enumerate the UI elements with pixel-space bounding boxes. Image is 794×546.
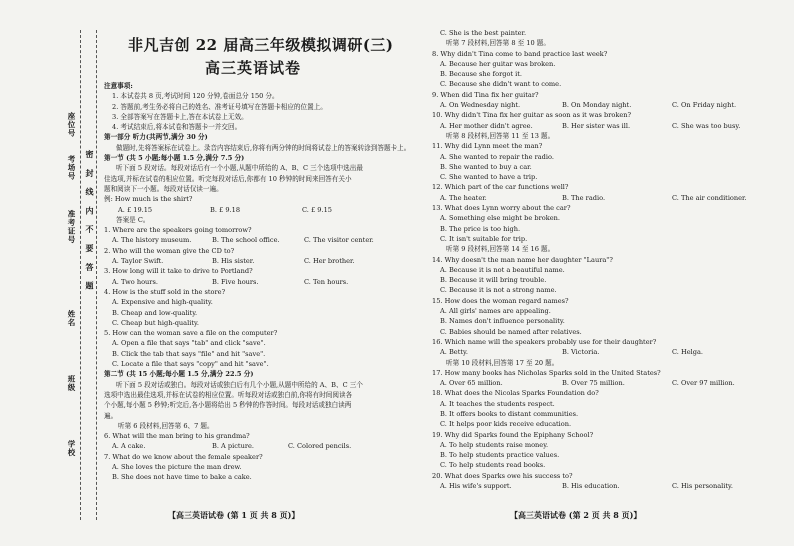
option: A. To help students raise money. bbox=[440, 440, 549, 449]
question: 10. Why didn't Tina fix her guitar as soon as it was broken? bbox=[432, 111, 631, 120]
option: B. The price is too high. bbox=[440, 224, 521, 233]
option: A. Taylor Swift. bbox=[112, 257, 164, 266]
option: A. The history museum. bbox=[112, 236, 192, 245]
option: A. Over 65 million. bbox=[440, 379, 503, 388]
question: 1. Where are the speakers going tomorrow? bbox=[104, 226, 252, 235]
section2-intro: 个小题,每小题 5 秒钟;听完后,各小题将给出 5 秒钟的作答时间。每段对话或独白读两 bbox=[104, 401, 352, 410]
option: B. To help students practice values. bbox=[440, 451, 560, 460]
option: A. Because it is not a beautiful name. bbox=[440, 265, 565, 274]
notice-item: 1. 本试卷共 8 页,考试时间 120 分钟,卷面总分 150 分。 bbox=[112, 92, 279, 101]
binding-sidebar bbox=[0, 0, 100, 546]
question: 18. What does the Nicolas Sparks Foundation do? bbox=[432, 389, 599, 398]
option: B. Because it will bring trouble. bbox=[440, 276, 547, 285]
option: A. All girls' names are appealing. bbox=[440, 307, 551, 316]
group-instruction: 听第 7 段材料,回答第 8 至 10 题。 bbox=[446, 39, 550, 48]
question: 5. How can the woman save a file on the computer? bbox=[104, 329, 278, 338]
option: B. The school office. bbox=[212, 236, 280, 245]
question: 20. What does Sparks owe his success to? bbox=[432, 471, 573, 480]
option: A. Open a file that says "tab" and click "save". bbox=[112, 339, 266, 348]
option: A. She wanted to repair the radio. bbox=[440, 152, 554, 161]
question-options bbox=[432, 481, 782, 491]
question: 2. Who will the woman give the CD to? bbox=[104, 246, 235, 255]
option: B. On Monday night. bbox=[562, 101, 632, 110]
question: 16. Which name will the speakers probably use for their daughter? bbox=[432, 337, 657, 346]
section2-intro: 遍。 bbox=[104, 411, 118, 420]
section2-heading: 第二节 (共 15 小题;每小题 1.5 分,满分 22.5 分) bbox=[104, 370, 254, 379]
option: B. The radio. bbox=[562, 193, 606, 202]
option: A. Something else might be broken. bbox=[440, 214, 560, 223]
option: B. Cheap and low-quality. bbox=[112, 308, 198, 317]
notice-item: 2. 答题前,考生务必将自己的姓名、准考证号填写在答题卡相应的位置上。 bbox=[112, 102, 327, 111]
section2-intro: 听下面 5 段对话或独白。每段对话或独白后有几个小题,从题中所给的 A、B、C 三个 bbox=[116, 380, 363, 389]
sidebar-field-ticket: 准考证号 bbox=[67, 210, 76, 244]
example-question: 例: How much is the shirt? bbox=[104, 195, 193, 204]
option: B. His education. bbox=[562, 482, 620, 491]
option: B. Five hours. bbox=[212, 277, 259, 286]
option: B. Victoria. bbox=[562, 348, 600, 357]
section1-heading: 第一节 (共 5 小题;每小题 1.5 分,满分 7.5 分) bbox=[104, 154, 245, 163]
option: B. Click the tab that says "file" and hit "save". bbox=[112, 349, 266, 358]
question: 14. Why doesn't the man name her daughter "Laura"? bbox=[432, 255, 613, 264]
question: 7. What do we know about the female speaker? bbox=[104, 452, 263, 461]
question-options bbox=[104, 441, 420, 451]
option: C. Ten hours. bbox=[304, 277, 349, 286]
option: B. It offers books to distant communities. bbox=[440, 409, 579, 418]
question-options bbox=[104, 235, 420, 245]
group-instruction: 听第 8 段材料,回答第 11 至 13 题。 bbox=[446, 131, 555, 140]
question: 6. What will the man bring to his grandma? bbox=[104, 432, 250, 441]
notice-item: 4. 考试结束后,将本试卷和答题卡一并交回。 bbox=[112, 123, 242, 132]
right-column bbox=[432, 28, 782, 491]
option: C. Her brother. bbox=[304, 257, 355, 266]
question: 13. What does Lynn worry about the car? bbox=[432, 204, 571, 213]
group-instruction: 听第 9 段材料,回答第 14 至 16 题。 bbox=[446, 245, 555, 254]
question-options bbox=[432, 193, 782, 203]
question: 4. How is the stuff sold in the store? bbox=[104, 287, 226, 296]
option: A. On Wednesday night. bbox=[440, 101, 521, 110]
option: C. Babies should be named after relatives. bbox=[440, 327, 582, 336]
sidebar-field-name: 姓名 bbox=[67, 310, 76, 327]
option: B. She wanted to buy a car. bbox=[440, 162, 532, 171]
option: B. She does not have time to bake a cake. bbox=[112, 473, 252, 482]
option: A. She loves the picture the man drew. bbox=[112, 462, 242, 471]
fill-line bbox=[80, 30, 81, 520]
option: C. To help students read books. bbox=[440, 461, 546, 470]
question-options bbox=[432, 347, 782, 357]
sidebar-field-room: 考场号 bbox=[67, 155, 76, 181]
section1-intro: 听下面 5 段对话。每段对话后有一个小题,从题中所给的 A、B、C 三个选项中选出最 bbox=[116, 164, 363, 173]
section1-intro: 题和阅读下一小题。每段对话仅读一遍。 bbox=[104, 184, 223, 193]
section2-intro: 选项中选出最佳选项,并标在试卷的相应位置。听每段对话或独白前,你将有时间阅读各 bbox=[104, 390, 353, 399]
option: B. Names don't influence personality. bbox=[440, 317, 565, 326]
question: 17. How many books has Nicholas Sparks sold in the United States? bbox=[432, 368, 661, 377]
option: A. Because her guitar was broken. bbox=[440, 59, 556, 68]
notice-item: 3. 全部答案写在答题卡上,答在本试卷上无效。 bbox=[112, 112, 248, 121]
option: B. Her sister was ill. bbox=[562, 121, 631, 130]
option: C. Cheap but high-quality. bbox=[112, 318, 199, 327]
seal-line-text: 密 封 线 内 不 要 答 题 bbox=[85, 150, 94, 294]
option: C. She is the best painter. bbox=[440, 29, 527, 37]
part1-heading: 第一部分 听力(共两节,满分 30 分) bbox=[104, 133, 208, 142]
option: B. Because she forgot it. bbox=[440, 70, 523, 79]
group-instruction: 听第 10 段材料,回答第 17 至 20 题。 bbox=[446, 358, 559, 367]
part1-intro: 做题时,先将答案标在试卷上。录音内容结束后,你将有两分钟的时间将试卷上的答案转涂到答题卡上。 bbox=[116, 143, 411, 152]
question: 8. Why didn't Tina come to band practice last week? bbox=[432, 49, 608, 58]
option: B. A picture. bbox=[212, 442, 254, 451]
option: C. The air conditioner. bbox=[672, 193, 747, 202]
option: B. £ 9.18 bbox=[210, 205, 241, 214]
sidebar-field-seat: 座位号 bbox=[67, 112, 76, 138]
option: C. She wanted to have a trip. bbox=[440, 173, 538, 182]
option: B. His sister. bbox=[212, 257, 255, 266]
option: C. It helps poor kids receive education. bbox=[440, 420, 572, 429]
section1-intro: 佳选项,并标在试卷的相应位置。听完每段对话后,你都有 10 秒钟的时间来回答有关小 bbox=[104, 174, 352, 183]
option: C. His personality. bbox=[672, 482, 733, 491]
question-options bbox=[104, 256, 420, 266]
option: C. Helga. bbox=[672, 348, 704, 357]
option: C. Because it is not a strong name. bbox=[440, 286, 557, 295]
question-options bbox=[104, 277, 420, 287]
sidebar-field-school: 学校 bbox=[67, 440, 76, 457]
option: C. Because she didn't want to come. bbox=[440, 80, 562, 89]
option: A. His wife's support. bbox=[440, 482, 512, 491]
option: A. Her mother didn't agree. bbox=[440, 121, 533, 130]
option: A. £ 19.15 bbox=[118, 205, 153, 214]
group-instruction: 听第 6 段材料,回答第 6、7 题。 bbox=[118, 421, 214, 430]
example-options bbox=[104, 205, 420, 215]
question: 12. Which part of the car functions well? bbox=[432, 183, 569, 192]
sidebar-field-class: 班级 bbox=[67, 375, 76, 392]
question: 19. Why did Sparks found the Epiphany School? bbox=[432, 430, 594, 439]
exam-title: 非凡吉创 22 届高三年级模拟调研(三) bbox=[128, 36, 394, 54]
left-column bbox=[104, 81, 420, 483]
notice-heading: 注意事项: bbox=[104, 82, 133, 90]
question-options bbox=[432, 121, 782, 131]
option: C. Colored pencils. bbox=[288, 442, 352, 451]
seal-line bbox=[96, 30, 97, 520]
page-footer-right: 【高三英语试卷 (第 2 页 共 8 页)】 bbox=[510, 510, 642, 520]
option: C. On Friday night. bbox=[672, 101, 737, 110]
option: C. £ 9.15 bbox=[302, 205, 332, 214]
example-answer: 答案是 C。 bbox=[116, 215, 150, 224]
option: A. Betty. bbox=[440, 348, 468, 357]
option: C. Locate a file that says "copy" and hit "save". bbox=[112, 360, 269, 369]
question: 15. How does the woman regard names? bbox=[432, 296, 569, 305]
option: C. She was too busy. bbox=[672, 121, 741, 130]
question-options bbox=[432, 378, 782, 388]
option: B. Over 75 million. bbox=[562, 379, 625, 388]
option: A. The heater. bbox=[440, 193, 487, 202]
option: A. A cake. bbox=[112, 442, 146, 451]
question-options bbox=[432, 100, 782, 110]
page-footer-left: 【高三英语试卷 (第 1 页 共 8 页)】 bbox=[168, 510, 300, 520]
option: A. Expensive and high-quality. bbox=[112, 298, 213, 307]
option: A. Two hours. bbox=[112, 277, 158, 286]
question: 11. Why did Lynn meet the man? bbox=[432, 142, 543, 151]
question: 3. How long will it take to drive to Portland? bbox=[104, 267, 253, 276]
option: A. It teaches the students respect. bbox=[440, 399, 555, 408]
option: C. Over 97 million. bbox=[672, 379, 735, 388]
question: 9. When did Tina fix her guitar? bbox=[432, 90, 539, 99]
option: C. The visitor center. bbox=[304, 236, 374, 245]
exam-subtitle: 高三英语试卷 bbox=[205, 59, 302, 77]
option: C. It isn't suitable for trip. bbox=[440, 234, 528, 243]
